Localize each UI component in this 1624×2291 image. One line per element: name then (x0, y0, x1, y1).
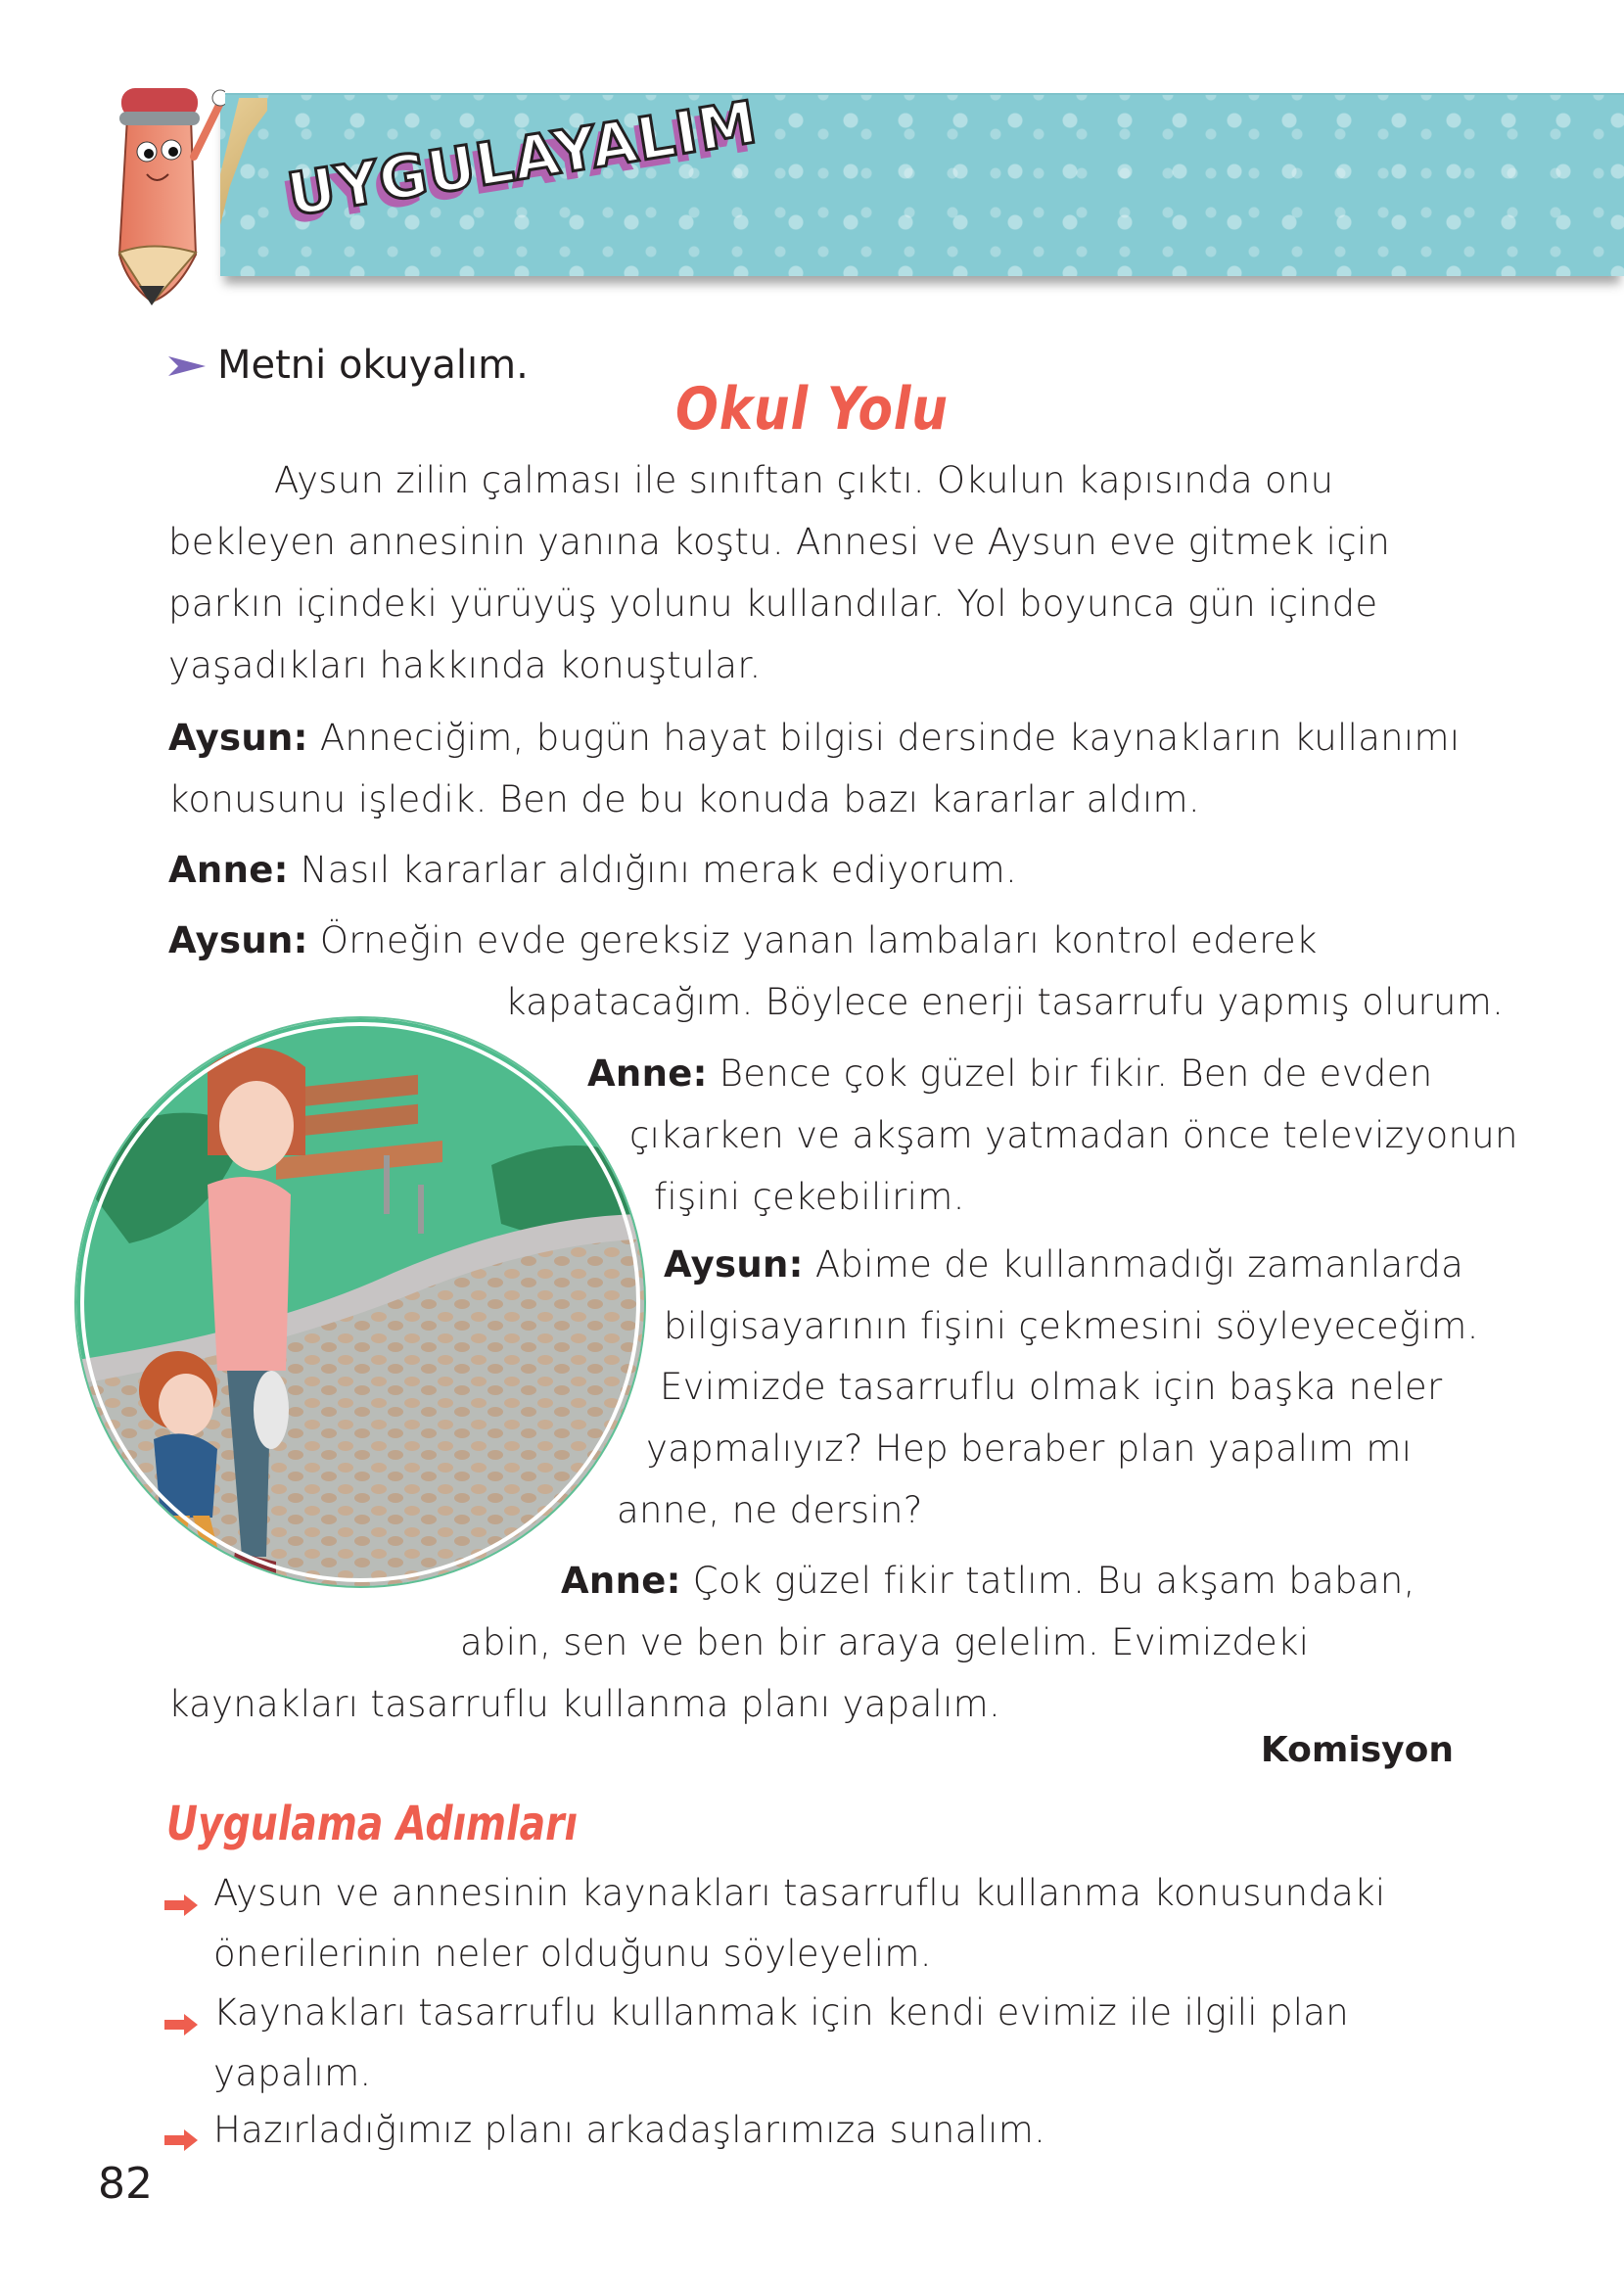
story-line: bekleyen annesinin yanına koştu. Annesi ve Aysun eve gitmek için (168, 521, 1391, 563)
dialogue-line: çıkarken ve akşam yatmadan önce televizyonun (629, 1114, 1518, 1156)
step-line: Aysun ve annesinin kaynakları tasarruflu kullanma konusundaki (213, 1872, 1386, 1914)
speaker-label: Anne: (561, 1560, 681, 1602)
dialogue-line: Evimizde tasarruflu olmak için başka neler (660, 1366, 1443, 1408)
park-illustration (70, 1008, 650, 1596)
speaker-label: Aysun: (168, 717, 308, 759)
story-line: Aysun zilin çalması ile sınıftan çıktı. Okulun kapısında onu (274, 459, 1334, 501)
dialogue-line: anne, ne dersin? (617, 1489, 923, 1531)
instruction-text: Metni okuyalım. (217, 343, 529, 388)
red-arrow-icon (164, 2129, 198, 2151)
step-line: Hazırladığımız planı arkadaşlarımıza sunalım. (213, 2109, 1046, 2151)
purple-arrow-icon (168, 354, 206, 378)
dialogue-line: abin, sen ve ben bir araya gelelim. Evimizdeki (460, 1621, 1310, 1663)
red-arrow-icon (164, 1894, 198, 1916)
dialogue-line: Anne: Çok güzel fikir tatlım. Bu akşam baban, (561, 1560, 1415, 1602)
story-title: Okul Yolu (675, 375, 949, 444)
dialogue-line: Anne: Nasıl kararlar aldığını merak ediyorum. (168, 849, 1018, 891)
author-credit: Komisyon (1260, 1730, 1454, 1770)
dialogue-line: Aysun: Anneciğim, bugün hayat bilgisi dersinde kaynakların kullanımı (168, 717, 1461, 759)
step-line: önerilerinin neler olduğunu söyleyelim. (213, 1933, 932, 1975)
red-arrow-icon (164, 2014, 198, 2035)
steps-title: Uygulama Adımları (166, 1797, 579, 1851)
speaker-label: Aysun: (664, 1243, 804, 1286)
page-number: 82 (98, 2159, 153, 2209)
dialogue-line: Aysun: Örneğin evde gereksiz yanan lambaları kontrol ederek (168, 919, 1318, 961)
dialogue-line: kapatacağım. Böylece enerji tasarrufu yapmış olurum. (505, 981, 1505, 1023)
dialogue-line: bilgisayarının fişini çekmesini söyleyeceğim. (664, 1305, 1479, 1347)
dialogue-line: konusunu işledik. Ben de bu konuda bazı kararlar aldım. (168, 778, 1200, 820)
banner-title: UYGULAYALIM (283, 88, 763, 230)
step-line: Kaynakları tasarruflu kullanmak için kendi evimiz ile ilgili plan (213, 1991, 1350, 2034)
dialogue-line: yapmalıyız? Hep beraber plan yapalım mı (646, 1427, 1413, 1470)
step-line: yapalım. (213, 2052, 372, 2094)
pencil-mascot-icon (98, 59, 225, 313)
dialogue-line: kaynakları tasarruflu kullanma planı yapalım. (168, 1683, 1001, 1725)
speaker-label: Anne: (168, 849, 289, 891)
dialogue-line: fişini çekebilirim. (654, 1176, 965, 1218)
story-line: yaşadıkları hakkında konuştular. (168, 644, 762, 686)
dialogue-line: Anne: Bence çok güzel bir fikir. Ben de evden (587, 1052, 1433, 1095)
dialogue-line: Aysun: Abime de kullanmadığı zamanlarda (664, 1243, 1464, 1286)
speaker-label: Anne: (587, 1052, 708, 1095)
speaker-label: Aysun: (168, 919, 308, 961)
story-line: parkın içindeki yürüyüş yolunu kullandılar. Yol boyunca gün içinde (168, 583, 1378, 625)
